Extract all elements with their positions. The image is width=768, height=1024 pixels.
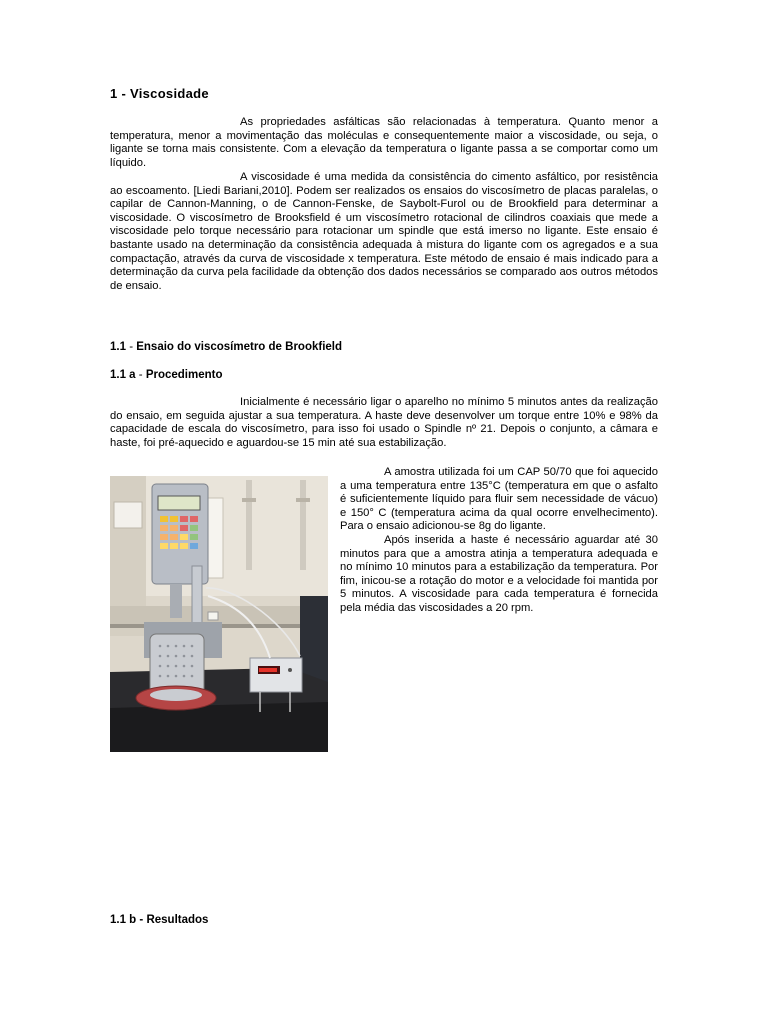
section-heading-brookfield	[110, 341, 342, 353]
section-separator: -	[136, 914, 147, 926]
paragraph-sample	[340, 466, 658, 534]
section-heading-text: Resultados	[146, 914, 209, 926]
section-number: 1.1	[110, 341, 126, 353]
paragraph-measurement-text: Após inserida a haste é necessário aguardar até 30 minutos para que a amostra atinja a temperatura adequada e no mínimo 10 minutos para a estabilização da temperatura. Por fim, inicou-se a rotação do motor e a velocidade foi mantida por 5 minutos. A viscosidade para cada temperatura é fornecida pela média das viscosidades a 20 rpm.	[340, 533, 658, 614]
paragraph-procedure	[110, 396, 658, 450]
paragraph-viscosity-definition	[110, 171, 658, 293]
paragraph-sample-text: A amostra utilizada foi um CAP 50/70 que foi aquecido a uma temperatura entre 135°C (temperatura em que o asfalto é suficientemente líquido para fluir sem necessidade de vácuo) e 150° C (temperatura acima da qual ocorre envelhecimento). Para o ensaio adicionou-se 8g do ligante.	[340, 466, 658, 533]
section-separator: -	[135, 369, 146, 381]
paragraph-intro-text: As propriedades asfálticas são relacionadas à temperatura. Quanto menor a temperatura, menor a movimentação das moléculas e consequentemente maior a viscosidade, ou seja, o ligante se torna mais consistente. Com a elevação da temperatura o ligante passa a se comportar como um líquido.	[110, 116, 658, 169]
section-heading-resultados	[110, 914, 208, 926]
section-heading-text: Procedimento	[145, 369, 223, 381]
paragraph-procedure-text: Inicialmente é necessário ligar o aparelho no mínimo 5 minutos antes da realização do ensaio, em seguida ajustar a sua temperatura. A haste deve desenvolver um torque entre 10% e 98% da capacidade de escala do viscosímetro, para isso foi usado o Spindle nº 21. Depois o conjunto, a câmara e haste, foi pré-aquecido e aguardou-se 15 min até sua estabilização.	[110, 396, 658, 449]
section-heading-text: Ensaio do viscosímetro de Brookfield	[136, 341, 343, 353]
brookfield-viscometer-photo	[110, 476, 328, 752]
paragraph-measurement	[340, 534, 658, 616]
paragraph-viscosity-definition-text: A viscosidade é uma medida da consistência do cimento asfáltico, por resistência ao escoamento. [Liedi Bariani,2010]. Podem ser realizados os ensaios do viscosímetro de placas paralelas, o capilar de Cannon-Manning, o de Cannon-Fenske, de Saybolt-Furol ou de Brookfield para determinar a viscosidade. O viscosímetro de Brooksfield é um viscosímetro rotacional de cilindros coaxiais que mede a viscosidade pelo torque necessário para rotacionar um spindle que está imerso no ligante. Este ensaio é bastante usado na determinação da consistência adequada à mistura do ligante com os agregados e a sua compactação, através da curva de viscosidade x temperatura. Este método de ensaio é mais indicado para a determinação da curva pela facilidade da obtenção dos dados necessários se comparado aos outros métodos de ensaio.	[110, 171, 658, 292]
section-number: 1.1 a	[110, 369, 136, 381]
section-number: 1.1 b	[110, 914, 137, 926]
section-separator: -	[126, 341, 137, 353]
section-heading-procedimento	[110, 369, 223, 381]
sample-description	[340, 466, 658, 616]
section-title-viscosidade: 1 - Viscosidade	[110, 86, 209, 101]
paragraph-intro	[110, 116, 658, 170]
